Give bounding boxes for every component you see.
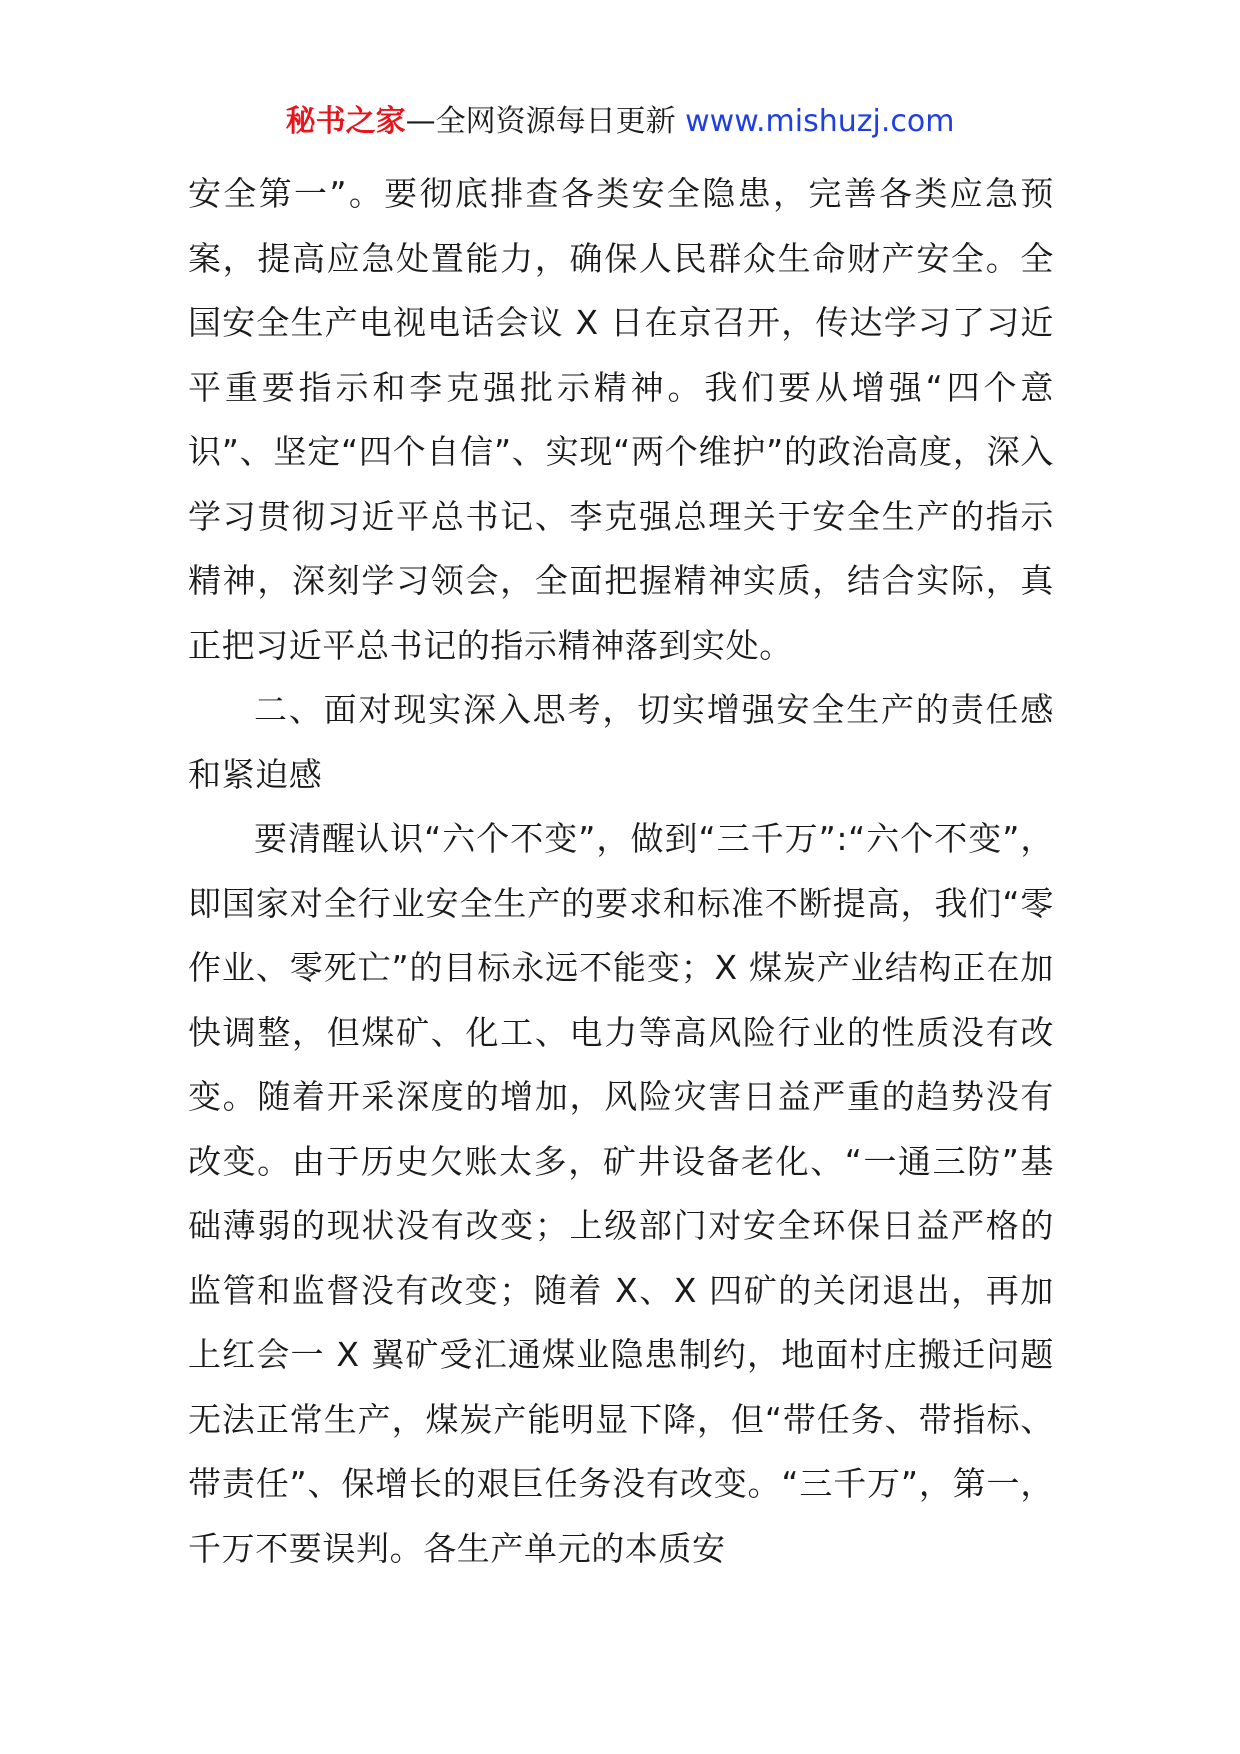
header-tagline: —全网资源每日更新	[405, 104, 676, 139]
section-heading: 二、面对现实深入思考，切实增强安全生产的责任感和紧迫感	[188, 690, 1054, 794]
paragraph-continued: 安全第一”。要彻底排查各类安全隐患，完善各类应急预案，提高应急处置能力，确保人民群众生命财产安全。全国安全生产电视电话会议 X 日在京召开，传达学习了习近平重要指示和李克强批示精神。我们要从增强“四个意识”、坚定“四个自信”、实现“两个维护”的政治高度，深入学习贯彻习近平总书记、李克强总理关于安全生产的指示精神，深刻学习领会，全面把握精神实质，结合实际，真正把习近平总书记的指示精神落到实处。	[188, 174, 1054, 665]
header-site-link[interactable]: www.mishuzj.com	[685, 104, 955, 139]
paragraph-six-unchanged: 要清醒认识“六个不变”，做到“三千万”:“六个不变”，即国家对全行业安全生产的要求和标准不断提高，我们“零作业、零死亡”的目标永远不能变；X 煤炭产业结构正在加快调整，但煤矿、化工、电力等高风险行业的性质没有改变。随着开采深度的增加，风险灾害日益严重的趋势没有改变。由于历史欠账太多，矿井设备老化、“一通三防”基础薄弱的现状没有改变；上级部门对安全环保日益严格的监管和监督没有改变；随着 X、X 四矿的关闭退出，再加上红会一 X 翼矿受汇通煤业隐患制约，地面村庄搬迁问题无法正常生产，煤炭产能明显下降，但“带任务、带指标、带责任”、保增长的艰巨任务没有改变。“三千万”，第一，千万不要误判。各生产单元的本质安	[188, 819, 1054, 1568]
document-body	[188, 162, 1054, 1581]
header-brand: 秘书之家	[285, 104, 406, 139]
page-header	[0, 100, 1240, 144]
